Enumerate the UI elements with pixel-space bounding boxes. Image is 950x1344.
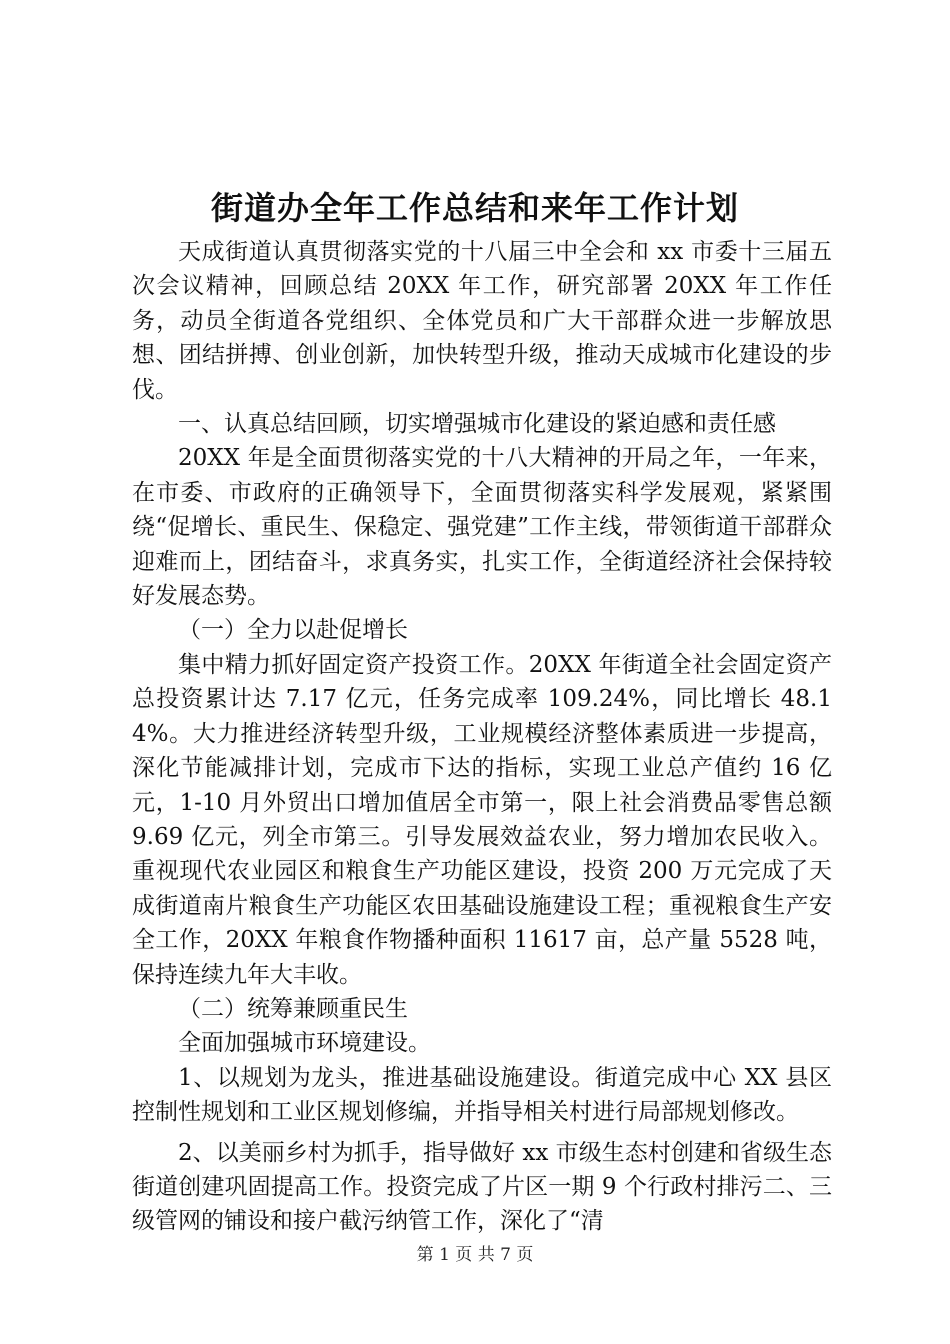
subsection-2-lead: 全面加强城市环境建设。 [178,1030,431,1057]
page-footer: 第 1 页 共 7 页 [416,1245,534,1265]
list-item-2: 2、以美丽乡村为抓手，指导做好 xx 市级生态村创建和省级生态街道创建巩固提高工作。投资完成了片区一期 9 个行政村排污二、三级管网的铺设和接户截污纳管工作，深化了“清 [132,1139,832,1235]
document-body [132,235,832,1239]
subsection-heading-2: （二）统筹兼顾重民生 [178,995,408,1022]
subsection-heading-1: （一）全力以赴促增长 [178,617,408,644]
intro-paragraph: 天成街道认真贯彻落实党的十八届三中全会和 xx 市委十三届五次会议精神，回顾总结 20XX 年工作，研究部署 20XX 年工作任务，动员全街道各党组织、全体党员和广大干部群众进一步解放思想、团结拼搏、创业创新，加快转型升级，推动天成城市化建设的步伐。 [132,239,832,403]
section-1-paragraph: 20XX 年是全面贯彻落实党的十八大精神的开局之年，一年来，在市委、市政府的正确领导下，全面贯彻落实科学发展观，紧紧围绕“促增长、重民生、保稳定、强党建”工作主线，带领街道干部群众迎难而上，团结奋斗，求真务实，扎实工作，全街道经济社会保持较好发展态势。 [132,445,832,610]
document-title: 街道办全年工作总结和来年工作计划 [210,189,739,227]
subsection-1-paragraph: 集中精力抓好固定资产投资工作。20XX 年街道全社会固定资产总投资累计达 7.17 亿元，任务完成率 109.24%，同比增长 48.14%。大力推进经济转型升级，工业规模经济整体素质进一步提高，深化节能减排计划，完成市下达的指标，实现工业总产值约 16 亿元，1-10 月外贸出口增加值居全市第一，限上社会消费品零售总额 9.69 亿元，列全市第三。引导发展效益农业，努力增加农民收入。重视现代农业园区和粮食生产功能区建设，投资 200 万元完成了天成街道南片粮食生产功能区农田基础设施建设工程；重视粮食生产安全工作，20XX 年粮食作物播种面积 11617 亩，总产量 5528 吨，保持连续九年大丰收。 [132,651,832,988]
section-heading-1: 一、认真总结回顾，切实增强城市化建设的紧迫感和责任感 [178,411,776,438]
list-item-1: 1、以规划为龙头，推进基础设施建设。街道完成中心 XX 县区控制性规划和工业区规划修编，并指导相关村进行局部规划修改。 [132,1064,832,1126]
